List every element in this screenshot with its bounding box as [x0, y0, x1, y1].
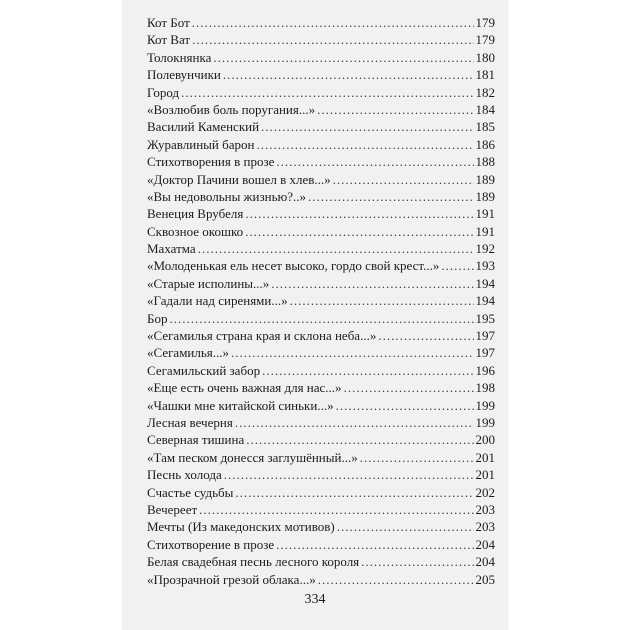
- toc-entry-page: 196: [475, 362, 495, 378]
- toc-entry-page: 188: [475, 154, 495, 170]
- toc-entry: [147, 49, 495, 66]
- toc-entry-title: Кот Ват: [147, 32, 191, 48]
- toc-entry-page: 202: [475, 484, 495, 500]
- toc-entry-page: 189: [475, 188, 495, 204]
- toc-entry: [147, 466, 495, 483]
- toc-entry-title: «Там песком донесся заглушённый...»: [147, 449, 358, 465]
- toc-entry-page: 200: [475, 432, 495, 448]
- toc-entry: [147, 431, 495, 448]
- toc-entry-page: 191: [475, 223, 495, 239]
- toc-entry-page: 199: [475, 414, 495, 430]
- toc-entry: [147, 66, 495, 83]
- toc-entry-title: Северная тишина: [147, 432, 245, 448]
- toc-entry: [147, 501, 495, 518]
- toc-entry-page: 199: [475, 397, 495, 413]
- toc-entry-title: «Молоденькая ель несет высоко, гордо свой крест...»: [147, 258, 440, 274]
- toc-entry: [147, 31, 495, 48]
- toc-entry-page: 197: [475, 328, 495, 344]
- toc-entry-title: Стихотворение в прозе: [147, 536, 275, 552]
- toc-entry: [147, 414, 495, 431]
- toc-entry-title: «Вы недовольны жизнью?..»: [147, 188, 307, 204]
- dot-leader: [181, 84, 473, 101]
- toc-entry-title: Лесная вечерня: [147, 414, 233, 430]
- toc-entry-page: 179: [475, 15, 495, 30]
- dot-leader: [245, 205, 473, 222]
- toc-entry-title: «Гадали над сиренями...»: [147, 293, 288, 309]
- toc-entry-title: «Прозрачной грезой облака...»: [147, 571, 316, 587]
- toc-entry: [147, 205, 495, 222]
- dot-leader: [276, 153, 473, 170]
- dot-leader: [198, 240, 474, 257]
- dot-leader: [344, 379, 474, 396]
- toc-entry-page: 181: [475, 67, 495, 83]
- dot-leader: [308, 188, 473, 205]
- toc-entry: [147, 223, 495, 240]
- toc-entry-title: Толокнянка: [147, 49, 212, 65]
- dot-leader: [271, 275, 473, 292]
- dot-leader: [261, 118, 473, 135]
- toc-entry-page: 195: [475, 310, 495, 326]
- toc-entry: [147, 84, 495, 101]
- toc-entry-page: 203: [475, 501, 495, 517]
- dot-leader: [231, 344, 473, 361]
- dot-leader: [318, 571, 474, 588]
- toc-entry: [147, 484, 495, 501]
- toc-entry-title: Вечереет: [147, 501, 198, 517]
- toc-entry-page: 182: [475, 84, 495, 100]
- toc-entry: [147, 153, 495, 170]
- toc-entry-page: 194: [475, 275, 495, 291]
- toc-entry: [147, 257, 495, 274]
- toc-entry: [147, 536, 495, 553]
- toc-entry: [147, 292, 495, 309]
- dot-leader: [337, 518, 474, 535]
- dot-leader: [333, 171, 474, 188]
- toc-entry-title: Песнь холода: [147, 467, 222, 483]
- toc-entry-title: Венеция Врубеля: [147, 206, 244, 222]
- dot-leader: [276, 536, 473, 553]
- dot-leader: [378, 327, 473, 344]
- toc-entry-title: «Чашки мне китайской синьки...»: [147, 397, 334, 413]
- toc-entry: [147, 14, 495, 31]
- toc-entry-page: 184: [475, 101, 495, 117]
- dot-leader: [235, 484, 473, 501]
- toc-entry-title: Бор: [147, 310, 168, 326]
- toc-entry-title: Журавлиный барон: [147, 136, 255, 152]
- toc-entry: [147, 362, 495, 379]
- toc-entry-title: Белая свадебная песнь лесного короля: [147, 554, 360, 570]
- toc-entry: [147, 518, 495, 535]
- toc-entry-title: «Доктор Пачини вошел в хлев...»: [147, 171, 331, 187]
- dot-leader: [360, 449, 474, 466]
- toc-entry-page: 201: [475, 449, 495, 465]
- toc-entry-title: Василий Каменский: [147, 119, 260, 135]
- toc-entry-title: Полевунчики: [147, 67, 221, 83]
- toc-entry-page: 197: [475, 345, 495, 361]
- toc-entry-title: «Возлюбив боль поругания...»: [147, 101, 316, 117]
- toc-entry-page: 189: [475, 171, 495, 187]
- toc-entry-page: 185: [475, 119, 495, 135]
- toc-entry-page: 204: [475, 536, 495, 552]
- dot-leader: [192, 14, 474, 31]
- toc-entry: [147, 118, 495, 135]
- dot-leader: [317, 101, 473, 118]
- toc-entry-page: 180: [475, 49, 495, 65]
- dot-leader: [235, 414, 474, 431]
- dot-leader: [336, 397, 474, 414]
- toc-entry: [147, 171, 495, 188]
- toc-entry: [147, 379, 495, 396]
- toc-entry-title: Кот Бот: [147, 15, 190, 30]
- toc-entry-title: «Сегамилья...»: [147, 345, 230, 361]
- dot-leader: [192, 31, 473, 48]
- dot-leader: [246, 431, 473, 448]
- toc-entry-title: Стихотворения в прозе: [147, 154, 275, 170]
- table-of-contents: [147, 14, 495, 588]
- toc-entry-title: Махатма: [147, 241, 196, 257]
- toc-entry-title: Сегамильский забор: [147, 362, 261, 378]
- toc-entry-page: 191: [475, 206, 495, 222]
- toc-entry: [147, 327, 495, 344]
- toc-entry-title: Сквозное окошко: [147, 223, 244, 239]
- dot-leader: [213, 49, 473, 66]
- toc-entry-page: 179: [475, 32, 495, 48]
- toc-entry: [147, 553, 495, 570]
- page-number: 334: [304, 592, 326, 607]
- dot-leader: [361, 553, 473, 570]
- toc-entry-title: Счастье судьбы: [147, 484, 234, 500]
- dot-leader: [169, 310, 473, 327]
- toc-entry-page: 192: [475, 241, 495, 257]
- toc-entry: [147, 397, 495, 414]
- toc-entry: [147, 310, 495, 327]
- toc-entry-page: 198: [475, 380, 495, 396]
- toc-entry-title: Город: [147, 84, 180, 100]
- toc-entry: [147, 240, 495, 257]
- dot-leader: [256, 136, 473, 153]
- toc-entry-title: «Сегамилья страна края и склона неба...»: [147, 328, 377, 344]
- toc-entry-title: «Старые исполины...»: [147, 275, 270, 291]
- toc-entry: [147, 275, 495, 292]
- toc-entry-title: «Еще есть очень важная для нас...»: [147, 380, 342, 396]
- dot-leader: [441, 257, 473, 274]
- toc-entry-page: 193: [475, 258, 495, 274]
- toc-entry: [147, 571, 495, 588]
- dot-leader: [262, 362, 473, 379]
- toc-entry-page: 204: [475, 554, 495, 570]
- toc-entry: [147, 136, 495, 153]
- toc-entry-page: 194: [475, 293, 495, 309]
- dot-leader: [199, 501, 473, 518]
- toc-entry-page: 201: [475, 467, 495, 483]
- toc-entry: [147, 188, 495, 205]
- dot-leader: [223, 66, 474, 83]
- toc-entry: [147, 101, 495, 118]
- toc-entry-page: 203: [475, 519, 495, 535]
- dot-leader: [245, 223, 473, 240]
- dot-leader: [224, 466, 474, 483]
- toc-entry: [147, 344, 495, 361]
- toc-entry-title: Мечты (Из македонских мотивов): [147, 519, 335, 535]
- toc-entry-page: 205: [475, 571, 495, 587]
- toc-entry: [147, 449, 495, 466]
- dot-leader: [290, 292, 474, 309]
- toc-entry-page: 186: [475, 136, 495, 152]
